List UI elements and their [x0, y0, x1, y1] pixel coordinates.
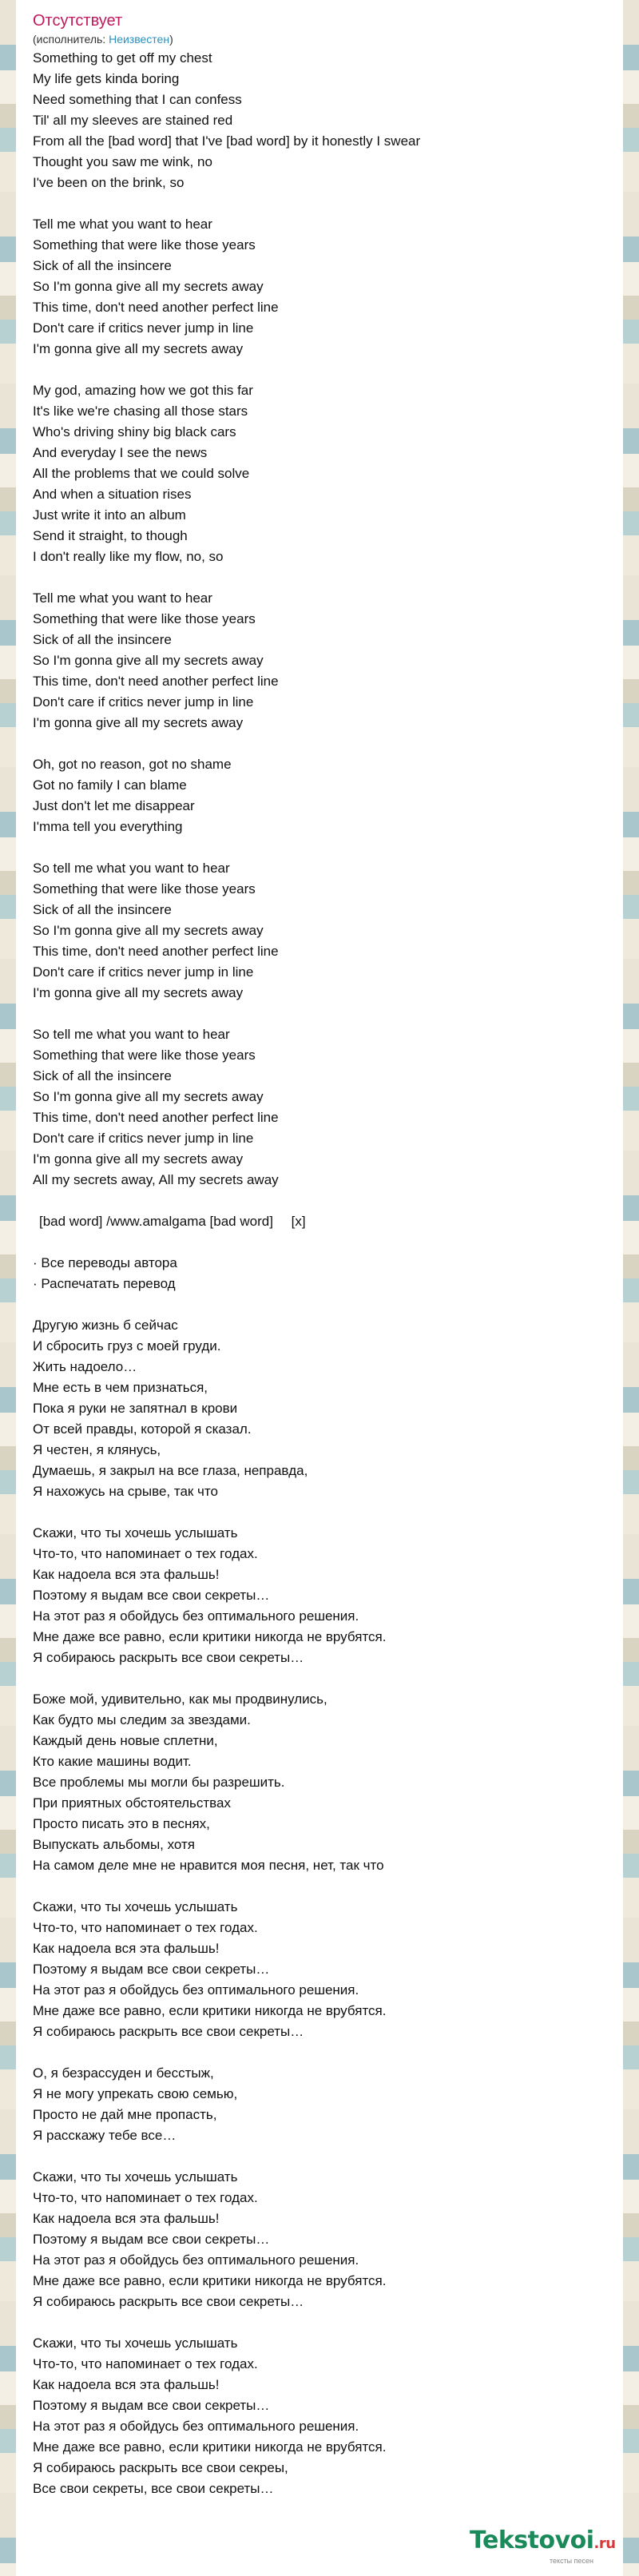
lyrics-original: Something to get off my chest My life gets kinda boring Need something that I can confess Til' all my sleeves are stained red From all the [bad word] that I've [bad word] by it honestly I swear Thought you saw me wink, no I've been on the brink, so Tell me what you want to hear Something that were like those years Sick of all the insincere So I'm gonna give all my secrets away This time, don't need another perfect line Don't care if critics never jump in line I'm gonna give all my secrets away My god, amazing how we got this far It's like we're chasing all those stars Who's driving shiny big black cars And everyday I see the news All the problems that we could solve And when a situation rises Just write it into an album Send it straight, to though I don't really like my flow, no, so Tell me what you want to hear Something that were like those years Sick of all the insincere So I'm gonna give all my secrets away This time, don't need another perfect line Don't care if critics never jump in line I'm gonna give all my secrets away Oh, got no reason, got no shame Got no family I can blame Just don't let me disappear I'mma tell you everything So tell me what you want to hear Something that were like those years Sick of all the insincere So I'm gonna give all my secrets away This time, don't need another perfect line Don't care if critics never jump in line I'm gonna give all my secrets away So tell me what you want to hear Something that were like those years Sick of all the insincere So I'm gonna give all my secrets away This time, don't need another perfect line Don't care if critics never jump in line I'm gonna give all my secrets away All my secrets away, All my secrets away: [33, 50, 421, 1187]
tag-x-marker: [x]: [291, 1214, 306, 1229]
performer-line: [33, 32, 608, 46]
lyrics-translation: Другую жизнь б сейчас И сбросить груз с моей груди. Жить надоело… Мне есть в чем признаться, Пока я руки не запятнал в крови От всей правды, которой я сказал. Я честен, я клянусь, Думаешь, я закрыл на все глаза, неправда, Я нахожусь на срыве, так что Скажи, что ты хочешь услышать Что-то, что напоминает о тех годах. Как надоела вся эта фальшь! Поэтому я выдам все свои секреты… На этот раз я обойдусь без оптимального решения. Мне даже все равно, если критики никогда не врубятся. Я собираюсь раскрыть все свои секреты… Боже мой, удивительно, как мы продвинулись, Как будто мы следим за звездами. Каждый день новые сплетни, Кто какие машины водит. Все проблемы мы могли бы разрешить. При приятных обстоятельствах Просто писать это в песнях, Выпускать альбомы, хотя На самом деле мне не нравится моя песня, нет, так что Скажи, что ты хочешь услышать Что-то, что напоминает о тех годах. Как надоела вся эта фальшь! Поэтому я выдам все свои секреты… На этот раз я обойдусь без оптимального решения. Мне даже все равно, если критики никогда не врубятся. Я собираюсь раскрыть все свои секреты… О, я безрассуден и бесстыж, Я не могу упрекать свою семью, Просто не дай мне пропасть, Я расскажу тебе все… Скажи, что ты хочешь услышать Что-то, что напоминает о тех годах. Как надоела вся эта фальшь! Поэтому я выдам все свои секреты… На этот раз я обойдусь без оптимального решения. Мне даже все равно, если критики никогда не врубятся. Я собираюсь раскрыть все свои секреты… Скажи, что ты хочешь услышать Что-то, что напоминает о тех годах. Как надоела вся эта фальшь! Поэтому я выдам все свои секреты… На этот раз я обойдусь без оптимального решения. Мне даже все равно, если критики никогда не врубятся. Я собираюсь раскрыть все свои секрeы, Все свои секреты, все свои секреты…: [33, 1318, 387, 2496]
logo-suffix: .ru: [593, 2535, 616, 2552]
tekstovoi-logo[interactable]: [470, 2526, 637, 2565]
song-title: Отсутствует: [33, 12, 123, 30]
logo-name: Tekstovoi: [470, 2526, 594, 2554]
content-area: [33, 32, 608, 2499]
tag-text: [bad word] /www.amalgama [bad word]: [39, 1214, 273, 1229]
performer-close: ): [169, 33, 173, 46]
print-translation-link[interactable]: · Распечатать перевод: [33, 1276, 176, 1291]
performer-label: (исполнитель:: [33, 33, 109, 46]
logo-wordmark: [470, 2528, 637, 2557]
page-container: [16, 0, 623, 2576]
lyrics-tag-line: [39, 1211, 608, 1232]
all-translations-link[interactable]: · Все переводы автора: [33, 1255, 177, 1270]
performer-link[interactable]: Неизвестен: [109, 33, 170, 46]
translation-links: [33, 1253, 608, 1294]
logo-tagline: тексты песен: [550, 2557, 594, 2565]
